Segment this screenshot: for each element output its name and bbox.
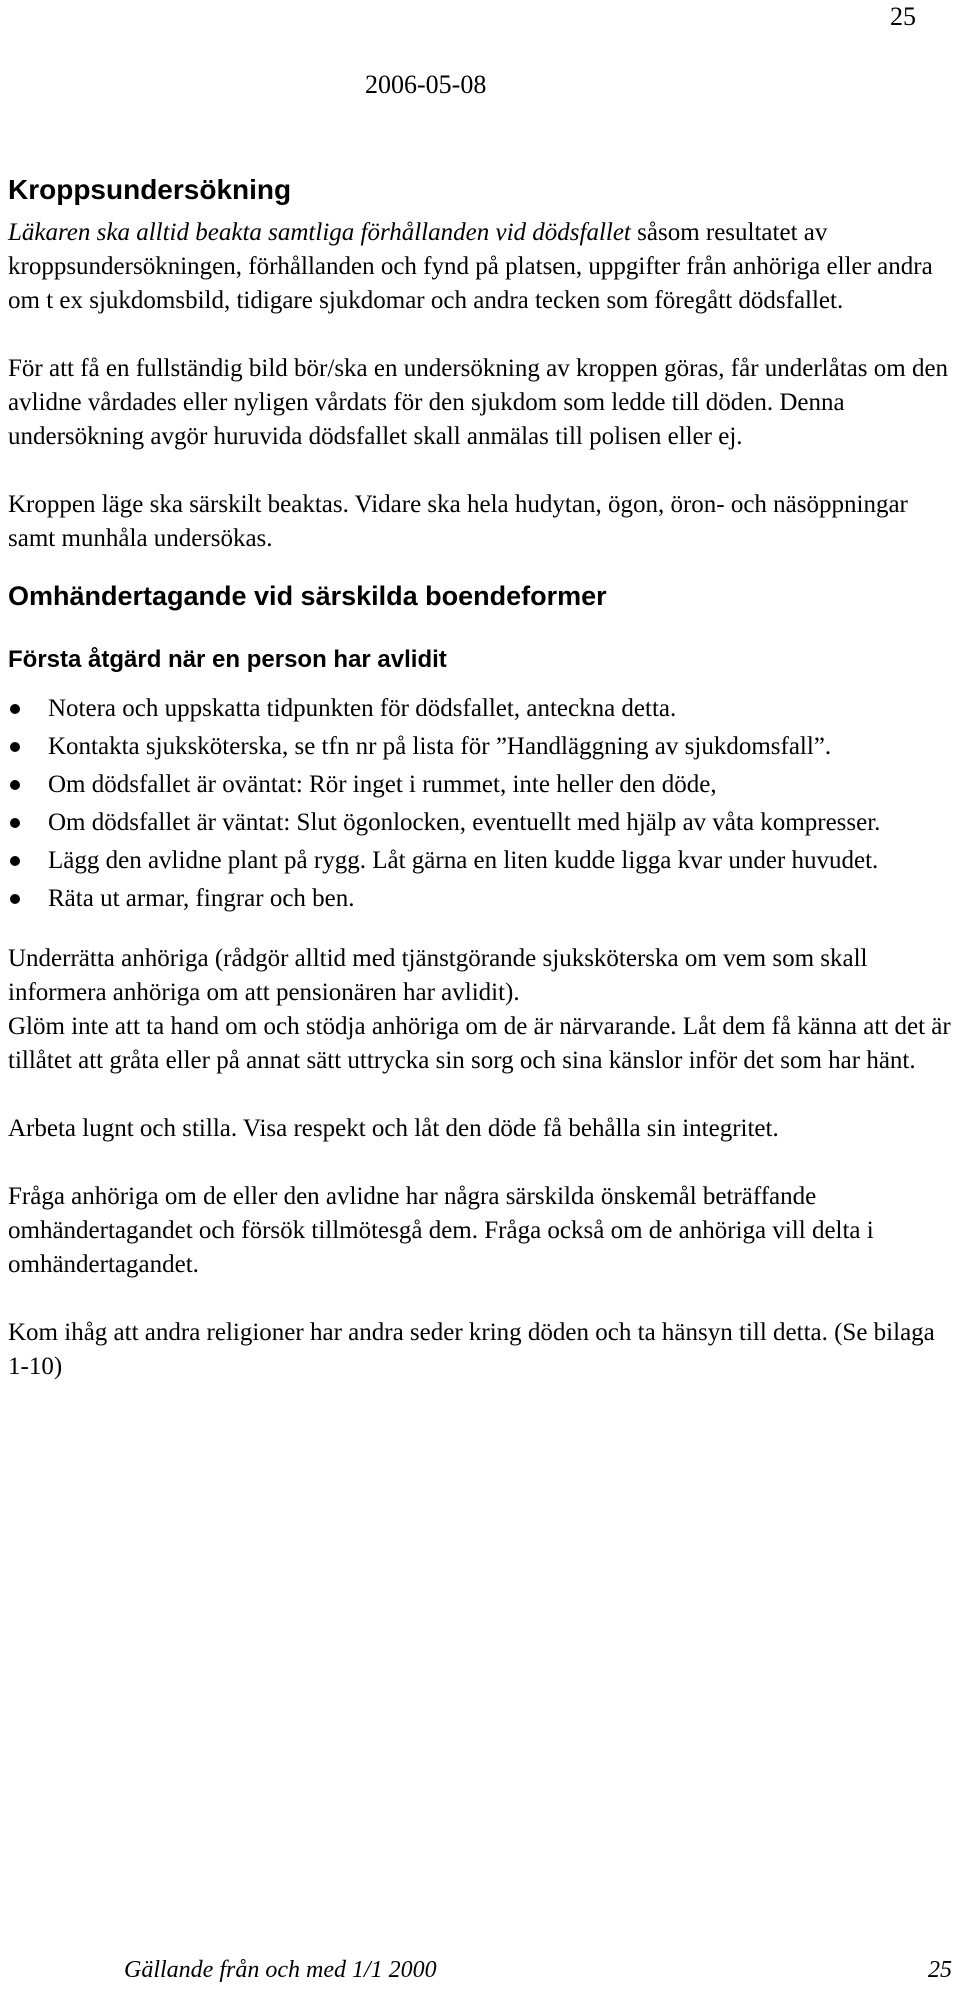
bullet-icon <box>10 818 20 828</box>
intro-paragraph <box>8 216 958 318</box>
list-item <box>8 730 958 764</box>
support-relatives-paragraph: Glöm inte att ta hand om och stödja anhöriga om de är närvarande. Låt dem få känna att det är tillåtet att gråta eller på annat sätt uttrycka sin sorg och sina känslor inför det som har hänt. <box>8 1013 951 1074</box>
first-action-list <box>8 692 958 916</box>
list-item <box>8 692 958 726</box>
bullet-icon <box>10 742 20 752</box>
heading-omhandertagande: Omhändertagande vid särskilda boendeformer <box>8 581 607 611</box>
work-calmly-paragraph: Arbeta lugnt och stilla. Visa respekt och låt den döde få behålla sin integritet. <box>8 1115 779 1142</box>
inform-relatives-paragraph: Underrätta anhöriga (rådgör alltid med tjänstgörande sjuksköterska om vem som skall informera anhöriga om att pensionären har avlidit). <box>8 945 868 1006</box>
list-item <box>8 882 958 916</box>
heading-forsta-atgard: Första åtgärd när en person har avlidit <box>8 646 447 673</box>
list-item <box>8 768 958 802</box>
bullet-icon <box>10 894 20 904</box>
list-item-text: Räta ut armar, fingrar och ben. <box>48 885 355 912</box>
bullet-icon <box>10 856 20 866</box>
list-item-text: Om dödsfallet är oväntat: Rör inget i rummet, inte heller den döde, <box>48 771 717 798</box>
intro-rest: såsom resultatet av kroppsundersökningen, förhållanden och fynd på platsen, uppgifter från anhöriga eller andra om t ex sjukdomsbild, tidigare sjukdomar och andra tecken som föregått dödsfallet. <box>8 219 933 314</box>
list-item <box>8 806 958 840</box>
footer-validity-text: Gällande från och med 1/1 2000 <box>124 1957 437 1983</box>
bullet-icon <box>10 704 20 714</box>
body-position-paragraph: Kroppen läge ska särskilt beaktas. Vidare ska hela hudytan, ögon, öron- och näsöppningar samt munhåla undersökas. <box>8 491 908 552</box>
special-wishes-paragraph: Fråga anhöriga om de eller den avlidne har några särskilda önskemål beträffande omhändertagandet och försök tillmötesgå dem. Fråga också om de anhöriga vill delta i omhändertagandet. <box>8 1183 874 1278</box>
religions-paragraph: Kom ihåg att andra religioner har andra seder kring döden och ta hänsyn till detta. (Se bilaga 1-10) <box>8 1319 935 1380</box>
intro-italic: Läkaren ska alltid beakta samtliga förhållanden vid dödsfallet <box>8 219 631 246</box>
page-number-top: 25 <box>890 2 916 31</box>
list-item-text: Kontakta sjuksköterska, se tfn nr på lista för ”Handläggning av sjukdomsfall”. <box>48 733 832 760</box>
list-item-text: Lägg den avlidne plant på rygg. Låt gärna en liten kudde ligga kvar under huvudet. <box>48 847 879 874</box>
list-item-text: Om dödsfallet är väntat: Slut ögonlocken, eventuellt med hjälp av våta kompresser. <box>48 809 881 836</box>
document-body <box>8 172 958 1384</box>
examination-paragraph: För att få en fullständig bild bör/ska en undersökning av kroppen göras, får underlåtas om den avlidne vårdades eller nyligen vårdats för den sjukdom som ledde till döden. Denna undersökning avgör huruvida dödsfallet skall anmälas till polisen eller ej. <box>8 355 949 450</box>
document-date: 2006-05-08 <box>365 70 487 99</box>
list-item <box>8 844 958 878</box>
bullet-icon <box>10 780 20 790</box>
footer-page-number: 25 <box>928 1957 952 1983</box>
list-item-text: Notera och uppskatta tidpunkten för dödsfallet, anteckna detta. <box>48 695 677 722</box>
heading-kroppsundersokning: Kroppsundersökning <box>8 174 292 205</box>
